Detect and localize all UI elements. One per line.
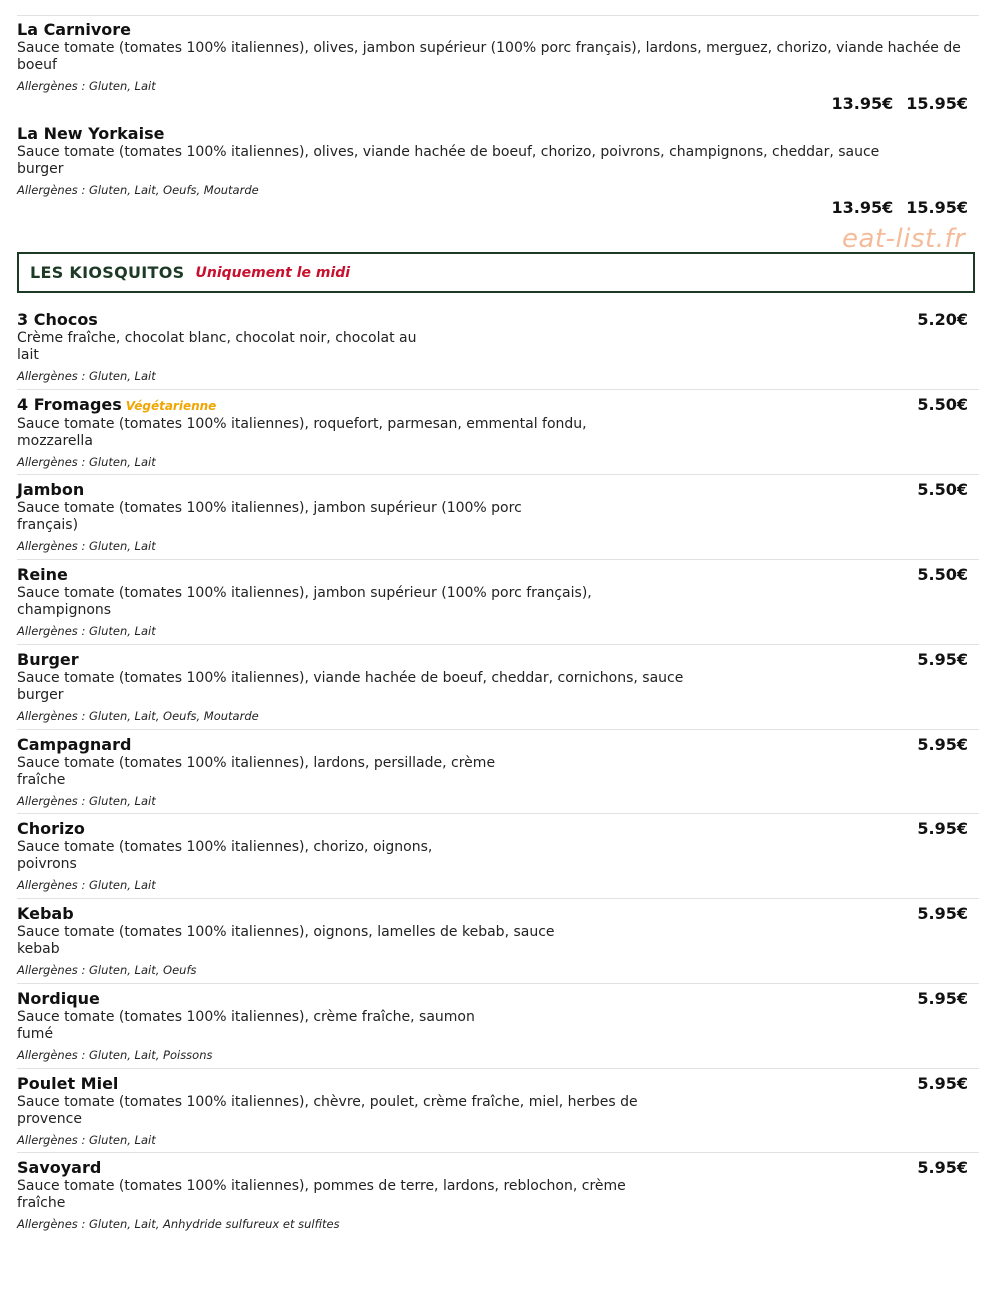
item-allergens: Allergènes : Gluten, Lait, Oeufs, Moutarde	[17, 709, 259, 723]
item-name: La Carnivore	[17, 20, 132, 39]
menu-item-poulet-miel	[17, 1068, 979, 1148]
item-allergens: Allergènes : Gluten, Lait, Oeufs, Moutarde	[17, 183, 259, 197]
item-allergens: Allergènes : Gluten, Lait	[17, 1133, 156, 1147]
item-price: 5.95€	[917, 1158, 968, 1177]
menu-item-reine	[17, 559, 979, 639]
item-name: Campagnard	[17, 735, 132, 754]
item-price: 5.95€	[917, 735, 968, 754]
item-name: Nordique	[17, 989, 100, 1008]
menu-item-campagnard	[17, 729, 979, 809]
item-allergens: Allergènes : Gluten, Lait	[17, 455, 156, 469]
item-description: Sauce tomate (tomates 100% italiennes), crème fraîche, saumon fumé	[17, 1009, 475, 1042]
item-allergens: Allergènes : Gluten, Lait	[17, 79, 156, 93]
top-divider	[17, 15, 979, 16]
item-price-large: 15.95€	[906, 198, 968, 217]
item-allergens: Allergènes : Gluten, Lait, Anhydride sulfureux et sulfites	[17, 1217, 340, 1231]
item-prices	[832, 199, 969, 217]
menu-item-chorizo	[17, 813, 979, 893]
menu-item-la-new-yorkaise	[17, 124, 979, 217]
section-subtitle: Uniquement le midi	[195, 264, 351, 281]
item-name: Savoyard	[17, 1158, 102, 1177]
item-price-large: 15.95€	[906, 94, 968, 113]
menu-item-nordique	[17, 983, 979, 1063]
item-description: Sauce tomate (tomates 100% italiennes), lardons, persillade, crème fraîche	[17, 755, 496, 788]
item-price-small: 13.95€	[831, 198, 894, 217]
item-name: Kebab	[17, 904, 74, 923]
item-price: 5.50€	[917, 480, 968, 499]
vegetarian-tag: Végétarienne	[125, 399, 217, 413]
item-price: 5.95€	[917, 650, 968, 669]
item-name: 4 Fromages	[17, 395, 122, 414]
item-price: 5.95€	[917, 904, 968, 923]
item-description: Sauce tomate (tomates 100% italiennes), olives, jambon supérieur (100% porc français), lardons, merguez, chorizo, viande hachée de boeuf	[17, 40, 961, 73]
item-name: La New Yorkaise	[17, 124, 165, 143]
item-price: 5.50€	[917, 395, 968, 414]
item-allergens: Allergènes : Gluten, Lait	[17, 794, 156, 808]
item-price: 5.95€	[917, 1074, 968, 1093]
item-price: 5.20€	[917, 310, 968, 329]
item-allergens: Allergènes : Gluten, Lait	[17, 369, 156, 383]
item-description: Sauce tomate (tomates 100% italiennes), jambon supérieur (100% porc français), champignons	[17, 585, 592, 618]
item-description: Sauce tomate (tomates 100% italiennes), viande hachée de boeuf, cheddar, cornichons, sauce burger	[17, 670, 684, 703]
item-name: Poulet Miel	[17, 1074, 119, 1093]
item-price: 5.95€	[917, 819, 968, 838]
watermark: eat-list.fr	[842, 224, 966, 254]
item-name: Chorizo	[17, 819, 85, 838]
item-allergens: Allergènes : Gluten, Lait, Poissons	[17, 1048, 213, 1062]
menu-item-4-fromages	[17, 389, 979, 470]
section-header-kiosquitos	[17, 252, 975, 293]
item-description: Crème fraîche, chocolat blanc, chocolat noir, chocolat au lait	[17, 330, 417, 363]
item-description: Sauce tomate (tomates 100% italiennes), oignons, lamelles de kebab, sauce kebab	[17, 924, 555, 957]
item-allergens: Allergènes : Gluten, Lait	[17, 539, 156, 553]
item-description: Sauce tomate (tomates 100% italiennes), jambon supérieur (100% porc français)	[17, 500, 522, 533]
item-name: Reine	[17, 565, 68, 584]
menu-item-burger	[17, 644, 979, 724]
item-name: Jambon	[17, 480, 85, 499]
item-name: Burger	[17, 650, 79, 669]
item-name-row	[17, 396, 979, 415]
item-price-small: 13.95€	[831, 94, 894, 113]
item-prices	[832, 95, 969, 113]
section-title: LES KIOSQUITOS	[30, 263, 185, 282]
menu-item-kebab	[17, 898, 979, 978]
menu-item-savoyard	[17, 1152, 979, 1232]
item-description: Sauce tomate (tomates 100% italiennes), roquefort, parmesan, emmental fondu, mozzarella	[17, 416, 587, 449]
item-price: 5.95€	[917, 989, 968, 1008]
item-description: Sauce tomate (tomates 100% italiennes), chèvre, poulet, crème fraîche, miel, herbes de provence	[17, 1094, 638, 1127]
item-allergens: Allergènes : Gluten, Lait, Oeufs	[17, 963, 197, 977]
item-description: Sauce tomate (tomates 100% italiennes), olives, viande hachée de boeuf, chorizo, poivrons, champignons, cheddar, sauce burger	[17, 144, 880, 177]
menu-item-3-chocos	[17, 311, 979, 384]
menu-item-jambon	[17, 474, 979, 554]
item-allergens: Allergènes : Gluten, Lait	[17, 878, 156, 892]
menu-item-la-carnivore	[17, 20, 979, 113]
item-name: 3 Chocos	[17, 310, 98, 329]
item-description: Sauce tomate (tomates 100% italiennes), chorizo, oignons, poivrons	[17, 839, 433, 872]
item-price: 5.50€	[917, 565, 968, 584]
item-allergens: Allergènes : Gluten, Lait	[17, 624, 156, 638]
item-description: Sauce tomate (tomates 100% italiennes), pommes de terre, lardons, reblochon, crème fraîche	[17, 1178, 626, 1211]
